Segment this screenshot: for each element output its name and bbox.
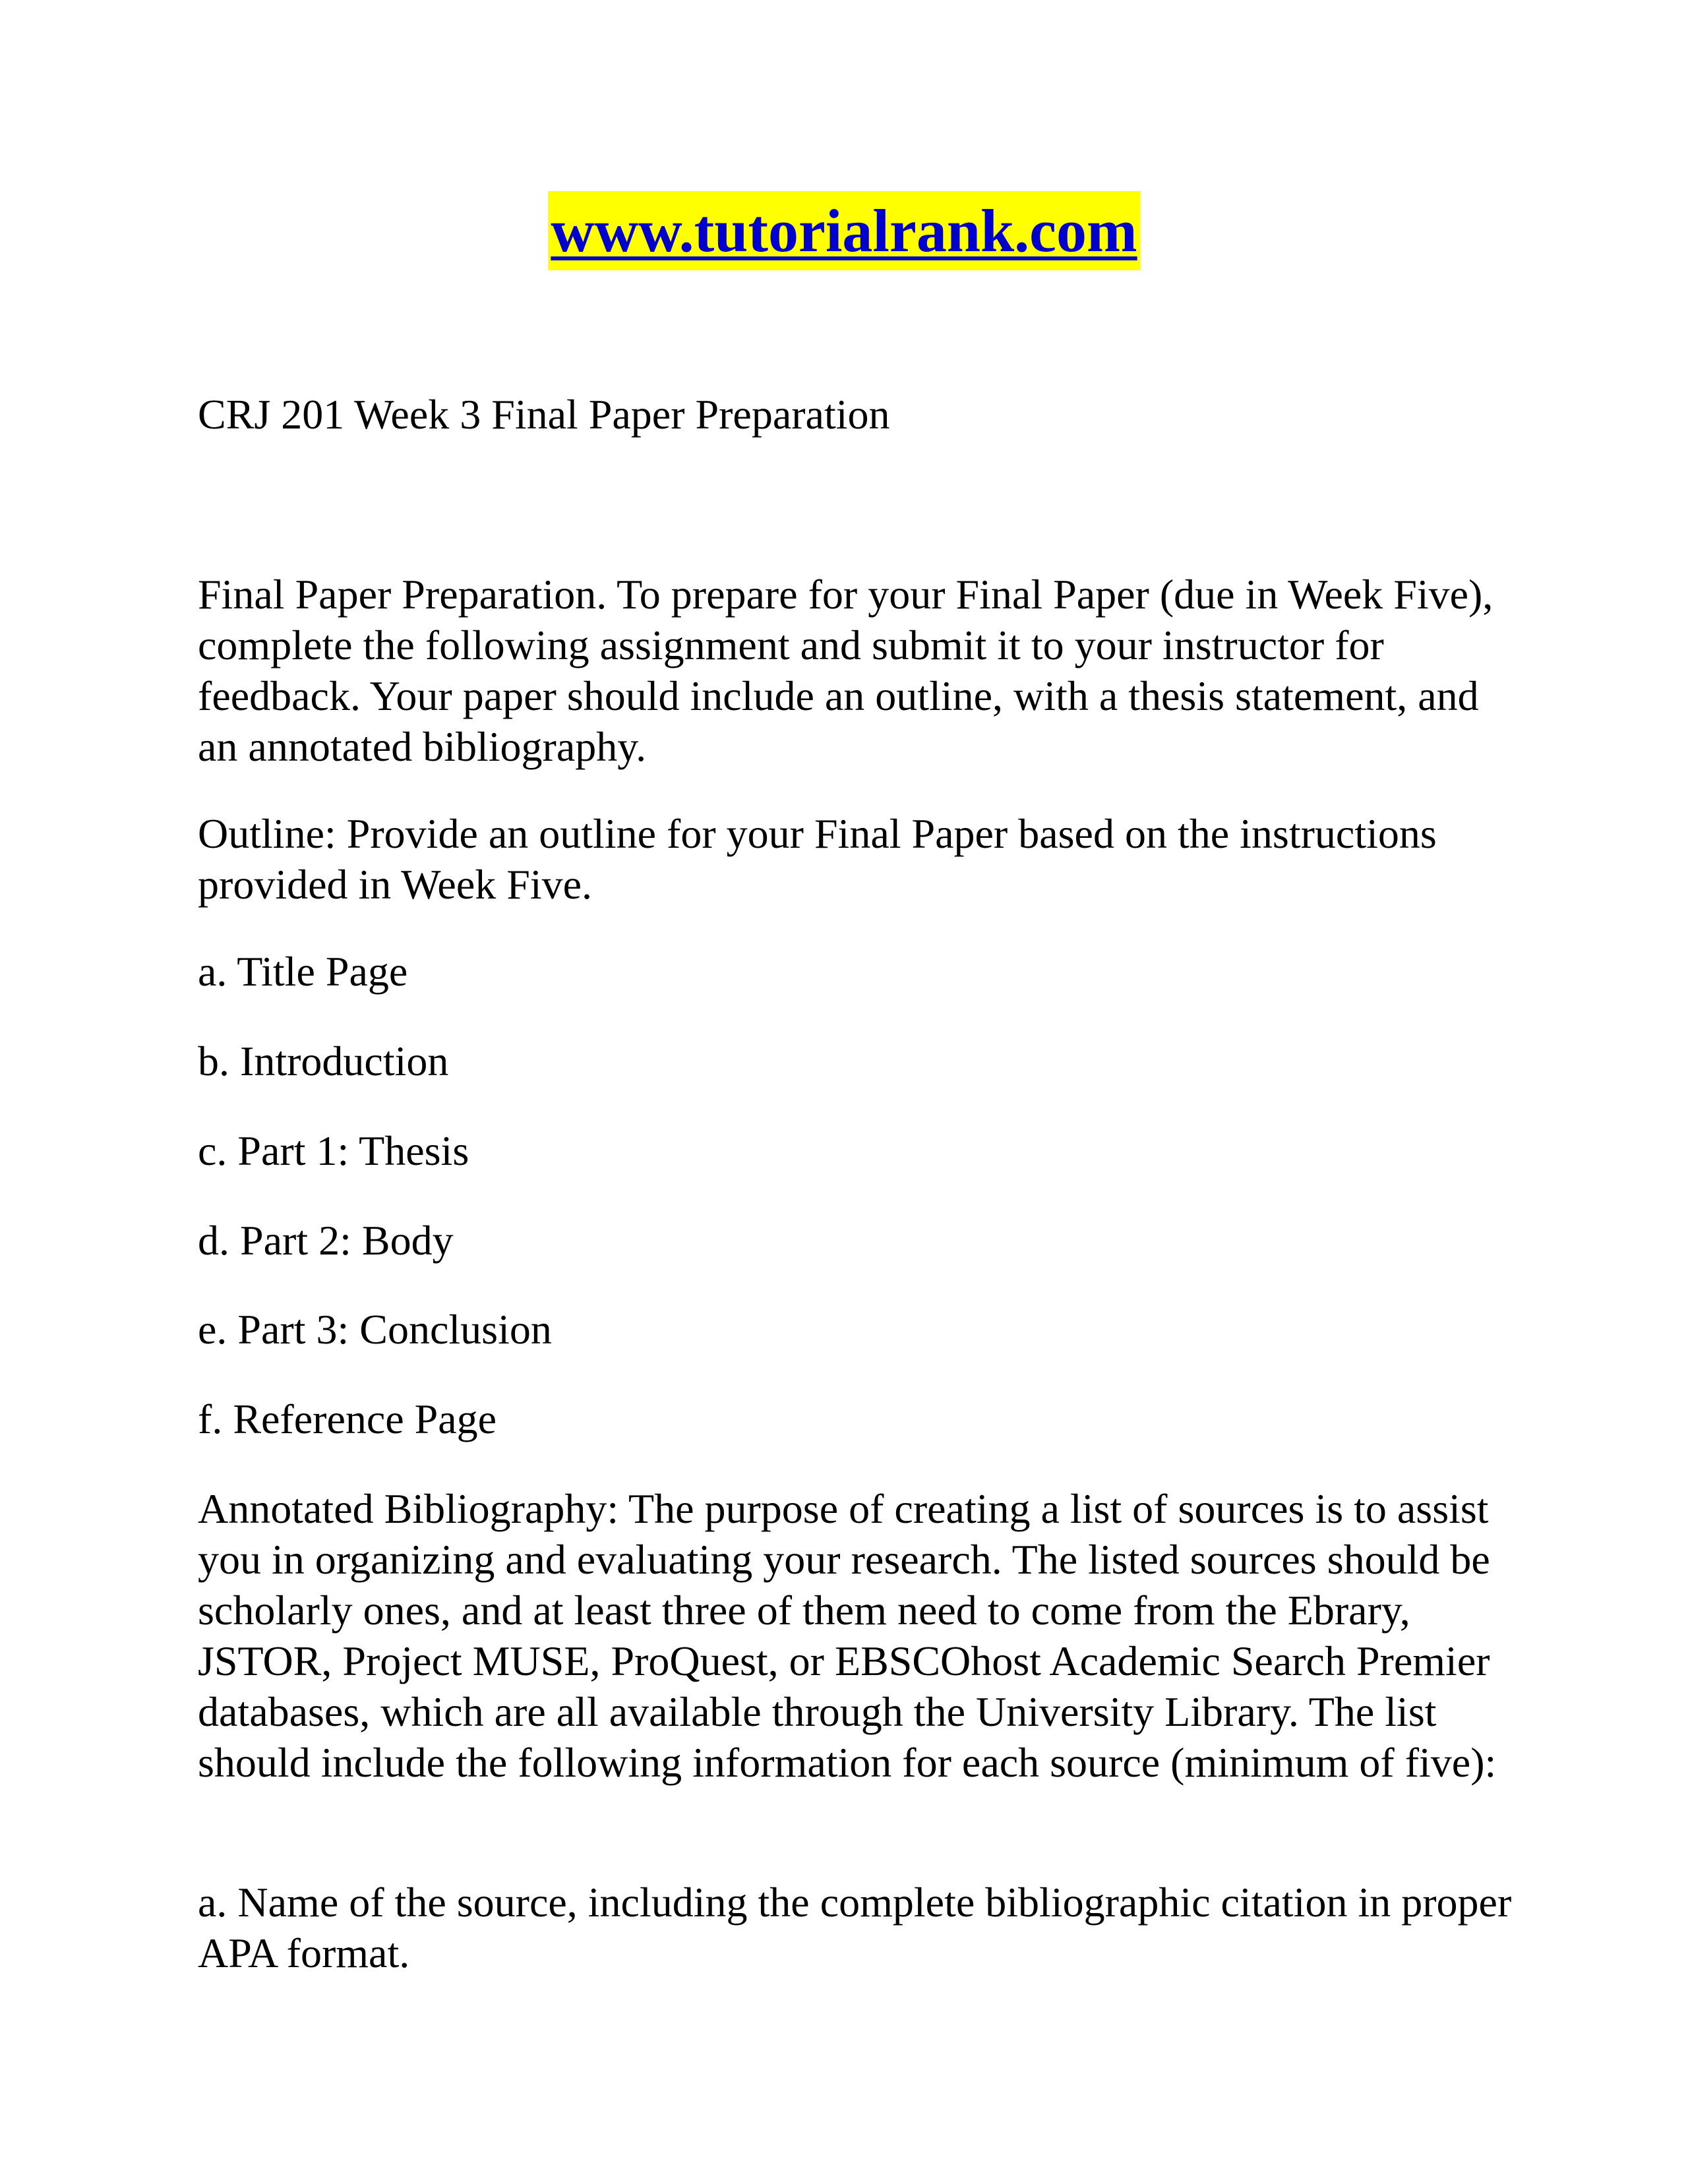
outline-item-title-page: a. Title Page [198,948,408,995]
outline-item-conclusion: e. Part 3: Conclusion [198,1306,552,1353]
outline-item-thesis: c. Part 1: Thesis [198,1127,469,1174]
bibliography-paragraph: Annotated Bibliography: The purpose of creating a list of sources is to assist you in organizing and evaluating your research. The listed sources should be scholarly ones, and at least three of them need to come from the Ebrary, JSTOR, Project MUSE, ProQuest, or EBSCOhost Academic Search Premier databases, which are all available through the University Library. The list should include the following information for each source (minimum of five): [198,1485,1497,1786]
intro-paragraph: Final Paper Preparation. To prepare for your Final Paper (due in Week Five), complete the following assignment and submit it to your instructor for feedback. Your paper should include an outline, with a thesis statement, and an annotated bibliography. [198,571,1493,770]
website-link[interactable]: www.tutorialrank.com [548,191,1139,270]
outline-item-reference-page: f. Reference Page [198,1396,497,1442]
page-header [0,191,1688,270]
document-title: CRJ 201 Week 3 Final Paper Preparation [198,391,890,438]
outline-item-body: d. Part 2: Body [198,1217,454,1264]
outline-paragraph: Outline: Provide an outline for your Final Paper based on the instructions provided in Week Five. [198,810,1437,908]
bibliography-item-source-name: a. Name of the source, including the complete bibliographic citation in proper APA format. [198,1879,1512,1976]
outline-item-introduction: b. Introduction [198,1038,449,1084]
